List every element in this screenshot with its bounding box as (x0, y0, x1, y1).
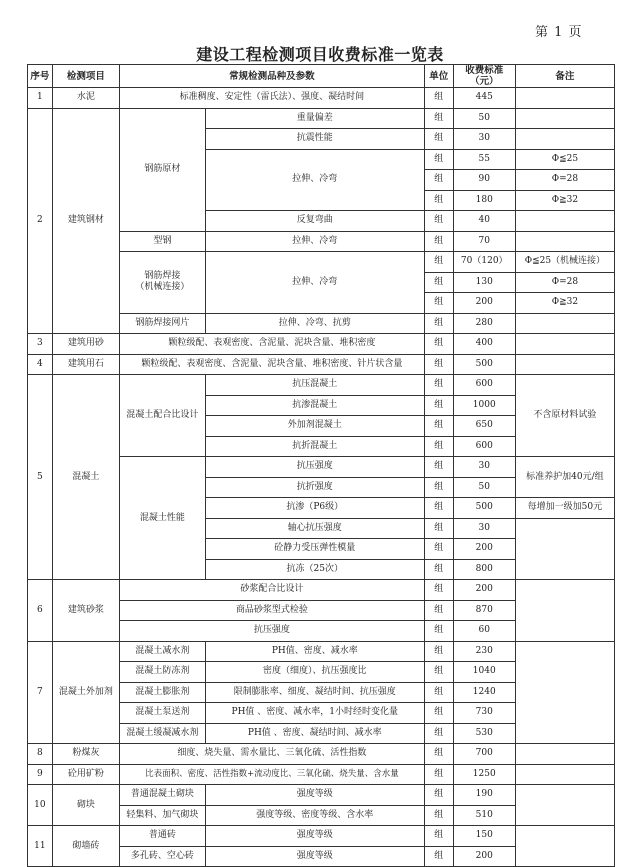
unit-cell: 组 (424, 354, 453, 375)
table-row (28, 641, 615, 662)
unit-cell: 组 (424, 395, 453, 416)
fee-cell: 510 (453, 805, 515, 826)
header-unit: 单位 (424, 65, 453, 88)
param-cell: 砂浆配合比设计 (119, 580, 424, 601)
fee-cell: 870 (453, 600, 515, 621)
table-header-row (28, 65, 615, 88)
unit-cell: 组 (424, 477, 453, 498)
note-cell: Φ=28 (515, 272, 614, 293)
table-row (28, 744, 615, 765)
sub-item: 多孔砖、空心砖 (119, 846, 205, 867)
fee-cell: 60 (453, 621, 515, 642)
fee-cell: 500 (453, 354, 515, 375)
param-cell: 抗压强度 (119, 621, 424, 642)
param-cell: 强度等级 (205, 846, 424, 867)
fee-cell: 1250 (453, 764, 515, 785)
param-cell: 拉伸、冷弯、抗剪 (205, 313, 424, 334)
unit-cell: 组 (424, 621, 453, 642)
fee-cell: 230 (453, 641, 515, 662)
row-number: 4 (28, 354, 53, 375)
fee-standard-table (27, 64, 615, 867)
item-name: 粉煤灰 (52, 744, 119, 765)
item-name: 建筑砂浆 (52, 580, 119, 642)
unit-cell: 组 (424, 539, 453, 560)
note-cell (515, 580, 614, 642)
unit-cell: 组 (424, 600, 453, 621)
row-number: 11 (28, 826, 53, 867)
header-no: 序号 (28, 65, 53, 88)
unit-cell: 组 (424, 785, 453, 806)
fee-cell: 50 (453, 477, 515, 498)
sub-item: 混凝土膨胀剂 (119, 682, 205, 703)
note-cell: Φ≧32 (515, 293, 614, 314)
param-cell: 拉伸、冷弯 (205, 231, 424, 252)
fee-cell: 200 (453, 539, 515, 560)
unit-cell: 组 (424, 129, 453, 150)
note-cell (515, 641, 614, 744)
sub-item: 混凝土泵送剂 (119, 703, 205, 724)
param-cell: 商品砂浆型式检验 (119, 600, 424, 621)
fee-cell: 150 (453, 826, 515, 847)
header-params: 常规检测品种及参数 (119, 65, 424, 88)
param-cell: PH值 、密度、减水率，1小时经时变化量 (205, 703, 424, 724)
sub-item: 混凝土缓凝减水剂 (119, 723, 205, 744)
param-cell: 抗冻（25次） (205, 559, 424, 580)
sub-item: 型钢 (119, 231, 205, 252)
table-row (28, 108, 615, 129)
unit-cell: 组 (424, 641, 453, 662)
header-item: 检测项目 (52, 65, 119, 88)
param-cell: PH值、密度、减水率 (205, 641, 424, 662)
fee-cell: 730 (453, 703, 515, 724)
fee-cell: 445 (453, 88, 515, 109)
unit-cell: 组 (424, 744, 453, 765)
page-number: 第 1 页 (535, 25, 583, 40)
sub-item: 钢筋焊接网片 (119, 313, 205, 334)
table-row (28, 785, 615, 806)
note-cell (515, 744, 614, 765)
fee-cell: 30 (453, 518, 515, 539)
table-row (28, 580, 615, 601)
note-cell: 每增加一级加50元 (515, 498, 614, 519)
param-cell: 强度等级 (205, 826, 424, 847)
fee-cell: 500 (453, 498, 515, 519)
unit-cell: 组 (424, 580, 453, 601)
unit-cell: 组 (424, 559, 453, 580)
row-number: 3 (28, 334, 53, 355)
note-cell (515, 211, 614, 232)
unit-cell: 组 (424, 436, 453, 457)
header-note: 备注 (515, 65, 614, 88)
fee-cell: 90 (453, 170, 515, 191)
fee-cell: 70（120） (453, 252, 515, 273)
row-number: 8 (28, 744, 53, 765)
sub-item: 混凝土配合比设计 (119, 375, 205, 457)
unit-cell: 组 (424, 334, 453, 355)
note-cell (515, 313, 614, 334)
param-cell: 抗折强度 (205, 477, 424, 498)
fee-cell: 700 (453, 744, 515, 765)
item-name: 建筑用石 (52, 354, 119, 375)
row-number: 7 (28, 641, 53, 744)
table-row (28, 334, 615, 355)
fee-cell: 280 (453, 313, 515, 334)
unit-cell: 组 (424, 252, 453, 273)
param-cell: 抗压混凝土 (205, 375, 424, 396)
sub-item: 普通混凝土砌块 (119, 785, 205, 806)
note-cell (515, 334, 614, 355)
fee-cell: 55 (453, 149, 515, 170)
param-cell: 抗压强度 (205, 457, 424, 478)
note-cell: 标准养护加40元/组 (515, 457, 614, 498)
note-cell (515, 764, 614, 785)
param-cell: 外加剂混凝土 (205, 416, 424, 437)
unit-cell: 组 (424, 662, 453, 683)
item-name: 混凝土 (52, 375, 119, 580)
unit-cell: 组 (424, 805, 453, 826)
table-row (28, 826, 615, 847)
unit-cell: 组 (424, 313, 453, 334)
param-cell: 强度等级、密度等级、含水率 (205, 805, 424, 826)
unit-cell: 组 (424, 231, 453, 252)
page-title: 建设工程检测项目收费标准一览表 (196, 45, 444, 64)
unit-cell: 组 (424, 846, 453, 867)
note-cell (515, 88, 614, 109)
fee-cell: 1040 (453, 662, 515, 683)
unit-cell: 组 (424, 457, 453, 478)
fee-cell: 50 (453, 108, 515, 129)
unit-cell: 组 (424, 375, 453, 396)
fee-cell: 600 (453, 375, 515, 396)
note-cell: Φ≦25（机械连接） (515, 252, 614, 273)
fee-cell: 190 (453, 785, 515, 806)
fee-cell: 30 (453, 457, 515, 478)
sub-item: 混凝土防冻剂 (119, 662, 205, 683)
item-name: 建筑用砂 (52, 334, 119, 355)
fee-cell: 800 (453, 559, 515, 580)
note-cell (515, 785, 614, 826)
item-name: 建筑钢材 (52, 108, 119, 334)
param-cell: 颗粒级配、表观密度、含泥量、泥块含量、堆积密度、针片状含量 (119, 354, 424, 375)
unit-cell: 组 (424, 518, 453, 539)
fee-cell: 180 (453, 190, 515, 211)
unit-cell: 组 (424, 88, 453, 109)
unit-cell: 组 (424, 170, 453, 191)
item-name: 混凝土外加剂 (52, 641, 119, 744)
param-cell: 比表面积、密度、活性指数+流动度比、三氧化硫、烧失量、含水量 (119, 764, 424, 785)
param-cell: 颗粒级配、表观密度、含泥量、泥块含量、堆积密度 (119, 334, 424, 355)
sub-item: 混凝土减水剂 (119, 641, 205, 662)
unit-cell: 组 (424, 826, 453, 847)
unit-cell: 组 (424, 293, 453, 314)
fee-cell: 1240 (453, 682, 515, 703)
item-name: 水泥 (52, 88, 119, 109)
note-cell (515, 354, 614, 375)
sub-item: 钢筋原材 (119, 108, 205, 231)
note-cell (515, 231, 614, 252)
item-name: 砌块 (52, 785, 119, 826)
param-cell: 抗渗（P6级） (205, 498, 424, 519)
row-number: 10 (28, 785, 53, 826)
fee-cell: 200 (453, 580, 515, 601)
unit-cell: 组 (424, 416, 453, 437)
header-fee: 收费标准（元） (453, 65, 515, 88)
note-cell: Φ≦25 (515, 149, 614, 170)
note-cell (515, 108, 614, 129)
param-cell: 限制膨胀率、细度、凝结时间、抗压强度 (205, 682, 424, 703)
param-cell: 轴心抗压强度 (205, 518, 424, 539)
note-cell (515, 518, 614, 580)
row-number: 9 (28, 764, 53, 785)
item-name: 砌墙砖 (52, 826, 119, 867)
param-cell: PH值 、密度、凝结时间、减水率 (205, 723, 424, 744)
param-cell: 反复弯曲 (205, 211, 424, 232)
table-row (28, 764, 615, 785)
unit-cell: 组 (424, 149, 453, 170)
param-cell: 抗折混凝土 (205, 436, 424, 457)
unit-cell: 组 (424, 764, 453, 785)
sub-item: 轻集料、加气砌块 (119, 805, 205, 826)
param-cell: 密度（细度）、抗压强度比 (205, 662, 424, 683)
unit-cell: 组 (424, 211, 453, 232)
fee-cell: 40 (453, 211, 515, 232)
param-cell: 砼静力受压弹性模量 (205, 539, 424, 560)
table-row (28, 88, 615, 109)
param-cell: 标准稠度、安定性（雷氏法）、强度、凝结时间 (119, 88, 424, 109)
fee-cell: 1000 (453, 395, 515, 416)
fee-cell: 200 (453, 293, 515, 314)
unit-cell: 组 (424, 703, 453, 724)
item-name: 砼用矿粉 (52, 764, 119, 785)
unit-cell: 组 (424, 723, 453, 744)
row-number: 2 (28, 108, 53, 334)
fee-cell: 30 (453, 129, 515, 150)
param-cell: 抗震性能 (205, 129, 424, 150)
sub-item: 钢筋焊接 （机械连接） (119, 252, 205, 314)
fee-cell: 530 (453, 723, 515, 744)
note-cell: Φ≧32 (515, 190, 614, 211)
note-cell: 不含原材料试验 (515, 375, 614, 457)
fee-cell: 400 (453, 334, 515, 355)
unit-cell: 组 (424, 190, 453, 211)
fee-cell: 200 (453, 846, 515, 867)
param-cell: 重量偏差 (205, 108, 424, 129)
param-cell: 拉伸、冷弯 (205, 252, 424, 314)
note-cell: Φ=28 (515, 170, 614, 191)
sub-item: 普通砖 (119, 826, 205, 847)
fee-cell: 600 (453, 436, 515, 457)
param-cell: 拉伸、冷弯 (205, 149, 424, 211)
unit-cell: 组 (424, 682, 453, 703)
sub-item: 混凝土性能 (119, 457, 205, 580)
note-cell (515, 129, 614, 150)
table-row (28, 375, 615, 396)
param-cell: 强度等级 (205, 785, 424, 806)
param-cell: 抗渗混凝土 (205, 395, 424, 416)
note-cell (515, 826, 614, 867)
fee-cell: 130 (453, 272, 515, 293)
unit-cell: 组 (424, 498, 453, 519)
unit-cell: 组 (424, 272, 453, 293)
row-number: 1 (28, 88, 53, 109)
fee-cell: 70 (453, 231, 515, 252)
row-number: 6 (28, 580, 53, 642)
unit-cell: 组 (424, 108, 453, 129)
table-row (28, 354, 615, 375)
fee-cell: 650 (453, 416, 515, 437)
param-cell: 细度、烧失量、需水量比、三氧化硫、活性指数 (119, 744, 424, 765)
row-number: 5 (28, 375, 53, 580)
